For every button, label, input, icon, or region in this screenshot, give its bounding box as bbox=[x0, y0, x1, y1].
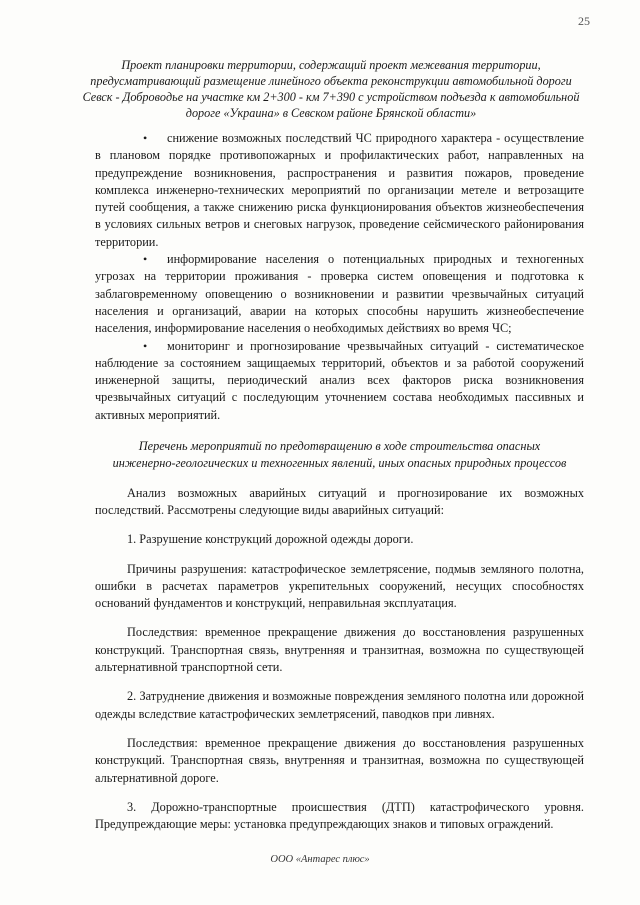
paragraph: Последствия: временное прекращение движения до восстановления разрушенных конструкций. Транспортная связь, внутренняя и транзитная, возможна по существующей альтернативной транспортной сети. bbox=[95, 625, 584, 675]
page-footer: ООО «Антарес плюс» bbox=[270, 854, 370, 865]
paragraph: 1. Разрушение конструкций дорожной одежды дороги. bbox=[127, 532, 414, 547]
paragraph: 2. Затруднение движения и возможные повреждения земляного полотна или дорожной одежды вследствие катастрофических землетрясений, паводков при ливнях. bbox=[95, 689, 584, 721]
bullet-text: информирование населения о потенциальных природных и техногенных угрозах на территории проживания - проверка систем оповещения и подготовка к заблаговременному оповещению о возникновении и развитии чрезвычайных ситуаций населения и организаций, аварии на которых способны нарушить жизнеобеспечение населения, информирование населения о необходимых действиях во время ЧС; bbox=[95, 252, 584, 336]
main-content bbox=[95, 130, 584, 845]
paragraph: Последствия: временное прекращение движения до восстановления разрушенных конструкций. Транспортная связь, внутренняя и транзитная, возможна по существующей альтернативной дороге. bbox=[95, 735, 584, 785]
paragraph: Анализ возможных аварийных ситуаций и прогнозирование их возможных последствий. Рассмотрены следующие виды аварийных ситуаций: bbox=[95, 485, 584, 517]
document-header: Проект планировки территории, содержащий проект межевания территории, предусматривающий размещение линейного объекта реконструкции автомобильной дороги Севск - Добровoдье на участке км 2+300 - км 7+390 с устройством подъезда к автомобильной дороге «Украина» в Севском районе Брянской области» bbox=[82, 58, 580, 120]
bullet-item-2 bbox=[95, 251, 584, 337]
bullet-icon: • bbox=[143, 252, 148, 267]
bullet-icon: • bbox=[143, 338, 148, 353]
bullet-item-3 bbox=[95, 338, 584, 424]
section-title: Перечень мероприятий по предотвращению в ходе строительства опасных инженерно-геологических и техногенных явлений, иных опасных природных процессов bbox=[112, 439, 567, 471]
bullet-icon: • bbox=[143, 131, 148, 145]
bullet-text: мониторинг и прогнозирование чрезвычайных ситуаций - систематическое наблюдение за состоянием защищаемых территорий, объектов и за работой сооружений инженерной защиты, периодический анализ всех факторов риска возникновения чрезвычайных ситуаций с последующим уточнением состава необходимых пассивных и активных мероприятий. bbox=[95, 338, 584, 422]
bullet-text: снижение возможных последствий ЧС природного характера - осуществление в плановом порядке противопожарных и профилактических работ, направленных на предупреждение возникновения, распространения и развития пожаров, проведение комплекса инженерно-технических мероприятий по организации метеле и ветрозащите путей сообщения, а также снижению риска функционирования объектов жизнеобеспечения в условиях сильных ветров и снеговых нагрузок, проведение сейсмического районирования территории. bbox=[95, 131, 584, 249]
page-number: 25 bbox=[578, 14, 590, 28]
paragraph: 3. Дорожно-транспортные происшествия (ДТП) катастрофического уровня. Предупреждающие меры: установка предупреждающих знаков и типовых ограждений. bbox=[95, 799, 584, 832]
bullet-item-1 bbox=[95, 130, 584, 251]
paragraph: Причины разрушения: катастрофическое землетрясение, подмыв земляного полотна, ошибки в расчетах параметров укрепительных сооружений, несущих способностях оснований фундаментов и конструкций, неправильная эксплуатация. bbox=[95, 561, 584, 611]
